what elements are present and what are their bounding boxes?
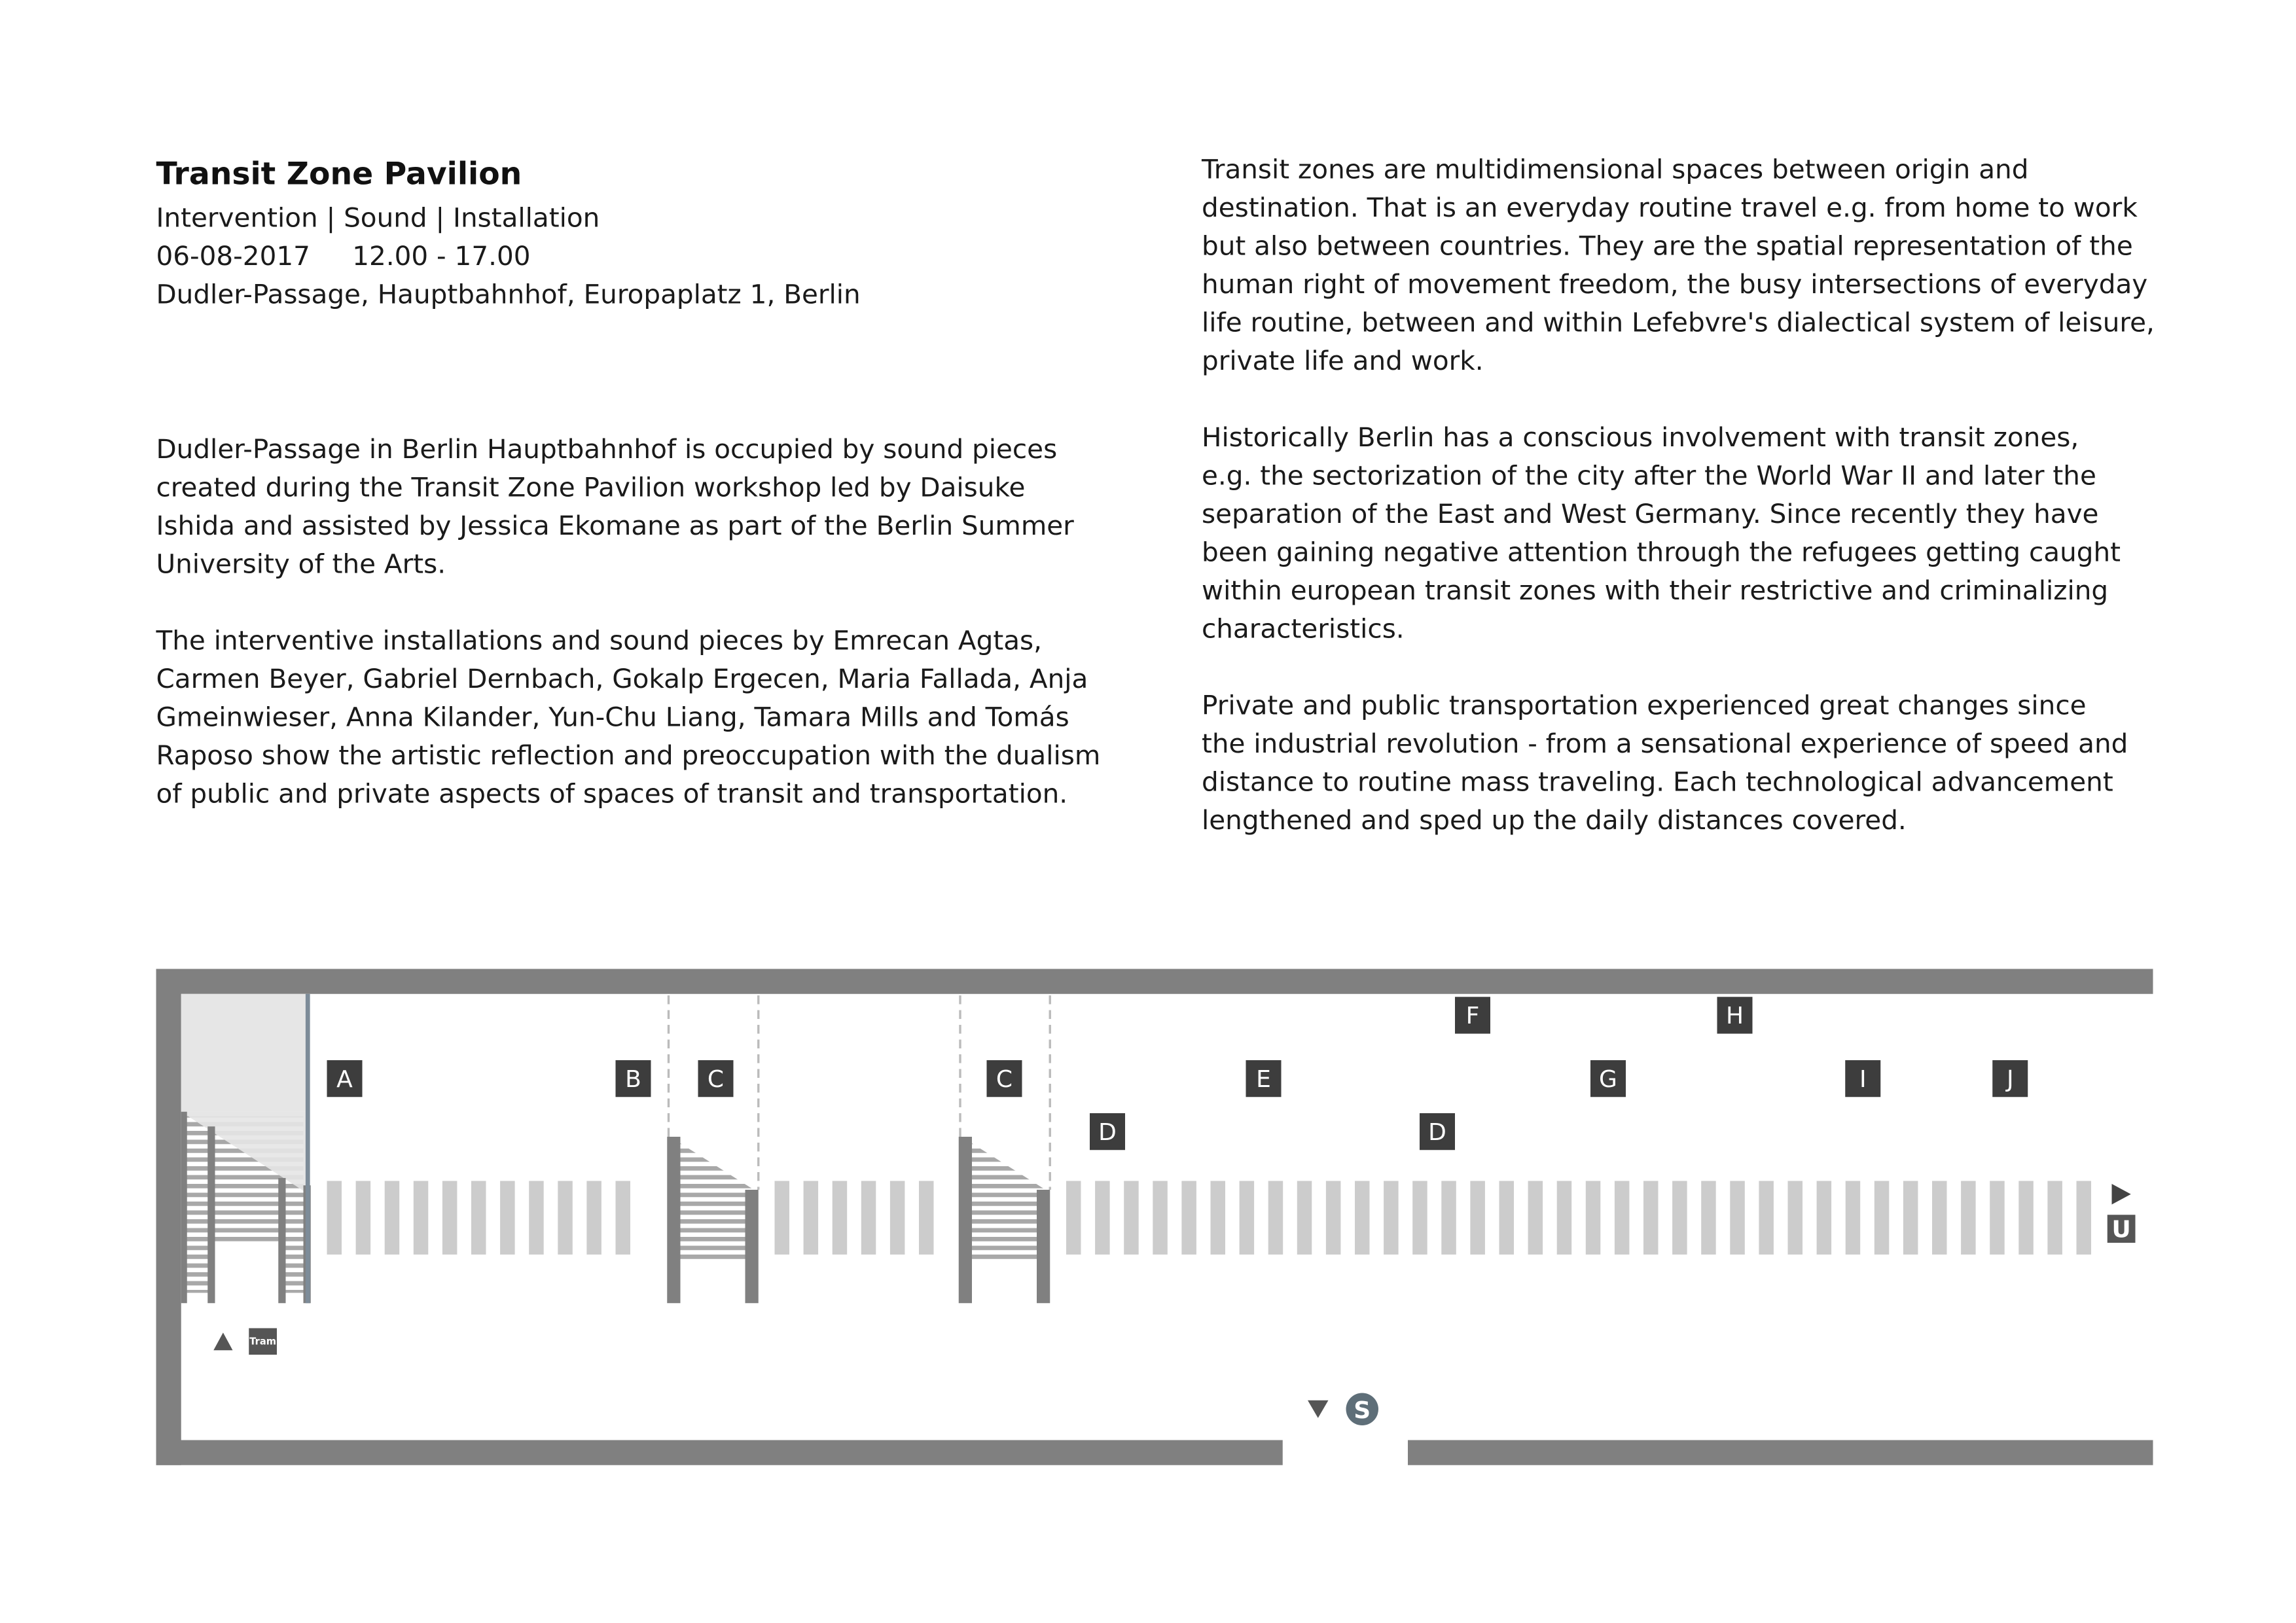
crosswalk-stripe	[1066, 1181, 1081, 1255]
svg-text:I: I	[1859, 1065, 1867, 1093]
crosswalk-stripe	[1240, 1181, 1255, 1255]
crosswalk-stripe	[1326, 1181, 1341, 1255]
crosswalk-stripe	[1557, 1181, 1572, 1255]
crosswalk-stripe	[1990, 1181, 2005, 1255]
svg-text:A: A	[336, 1065, 353, 1093]
wall-top	[156, 969, 2153, 994]
svg-text:D: D	[1428, 1118, 1446, 1146]
crosswalk-stripe	[1846, 1181, 1861, 1255]
stair-2-rail-right	[1037, 1190, 1050, 1303]
svg-text:C: C	[996, 1065, 1013, 1093]
crosswalk-stripe	[1412, 1181, 1427, 1255]
crosswalk-stripe	[558, 1181, 573, 1255]
crosswalk-stripe	[919, 1181, 934, 1255]
crosswalk-stripe	[2047, 1181, 2062, 1255]
transit-zones-paragraph: Transit zones are multidimensional spaces between origin and destination. That is an everyday routine travel e.g. from home to work but also between countries. They are the spatial representation of the human right of movement freedom, the busy intersections of everyday life routine, between and within Lefebvre's dialectical system of leisure, private life and work.	[1202, 154, 2155, 377]
sbahn-down-arrow-icon	[1308, 1400, 1329, 1418]
crosswalk-stripe	[2077, 1181, 2092, 1255]
intro-paragraph: Dudler-Passage in Berlin Hauptbahnhof is occupied by sound pieces created during the Transit Zone Pavilion workshop led by Daisuke Ishida and assisted by Jessica Ekomane as part of the Berlin Summer University of the Arts.	[156, 434, 1074, 580]
svg-text:B: B	[625, 1065, 641, 1093]
crosswalk-stripe	[442, 1181, 457, 1255]
event-subtitle: Intervention | Sound | Installation	[156, 203, 600, 234]
marker-a[interactable]	[327, 1060, 363, 1097]
marker-c-1[interactable]	[698, 1060, 734, 1097]
crosswalk-stripe	[1903, 1181, 1918, 1255]
crosswalk-stripe	[1153, 1181, 1168, 1255]
marker-d-1[interactable]	[1090, 1113, 1125, 1150]
crosswalk-stripe	[2018, 1181, 2034, 1255]
entrance-rail-1	[181, 1112, 187, 1304]
event-time: 12.00 - 17.00	[352, 241, 531, 273]
marker-b[interactable]	[616, 1060, 651, 1097]
crosswalk-stripe	[1788, 1181, 1803, 1255]
crosswalk-stripe	[471, 1181, 486, 1255]
crosswalk-stripe	[1211, 1181, 1226, 1255]
crosswalk-stripe	[1528, 1181, 1543, 1255]
marker-c-2[interactable]	[987, 1060, 1022, 1097]
stair-2-rail-left	[959, 1137, 972, 1303]
entrance-gap	[215, 1241, 280, 1300]
crosswalk-stripe	[1499, 1181, 1515, 1255]
crosswalk-stripe	[1615, 1181, 1630, 1255]
crosswalk-stripe	[1701, 1181, 1716, 1255]
crosswalk-stripe	[861, 1181, 876, 1255]
stair-1-rail-left	[667, 1137, 680, 1303]
event-location: Dudler-Passage, Hauptbahnhof, Europaplatz 1, Berlin	[156, 279, 861, 311]
crosswalk-stripe	[385, 1181, 400, 1255]
marker-f[interactable]	[1455, 997, 1490, 1033]
svg-text:C: C	[707, 1065, 725, 1093]
svg-text:G: G	[1599, 1065, 1617, 1093]
crosswalk-stripe	[890, 1181, 905, 1255]
crosswalk-stripe	[1124, 1181, 1139, 1255]
marker-g[interactable]	[1590, 1060, 1626, 1097]
crosswalk-stripe	[1817, 1181, 1832, 1255]
crosswalk-stripe	[1355, 1181, 1370, 1255]
crosswalk-stripe	[414, 1181, 429, 1255]
crosswalk-stripe	[1441, 1181, 1456, 1255]
crosswalk-stripe	[616, 1181, 631, 1255]
sbahn-label: S	[1354, 1397, 1371, 1424]
crosswalk-stripe	[1874, 1181, 1890, 1255]
crosswalk-stripe	[804, 1181, 819, 1255]
stair-1-rail-right	[745, 1190, 759, 1303]
crosswalk-stripe	[1095, 1181, 1110, 1255]
artists-paragraph: The interventive installations and sound pieces by Emrecan Agtas, Carmen Beyer, Gabriel Dernbach, Gokalp Ergecen, Maria Fallada, Anja Gmeinwieser, Anna Kilander, Yun-Chu Liang, Tamara Mills and Tomás Raposo show the artistic reflection and preoccupation with the dualism of public and private aspects of spaces of transit and transportation.	[156, 626, 1101, 810]
marker-j[interactable]	[1992, 1060, 2028, 1097]
svg-text:F: F	[1465, 1003, 1480, 1030]
entrance-rail-3	[278, 1178, 285, 1303]
crosswalk-stripe	[500, 1181, 515, 1255]
ubahn-label: U	[2111, 1216, 2131, 1243]
crosswalk-stripe	[327, 1181, 342, 1255]
crosswalk-stripe	[1932, 1181, 1947, 1255]
svg-text:H: H	[1725, 1003, 1744, 1030]
crosswalk-stripe	[775, 1181, 790, 1255]
svg-text:D: D	[1098, 1118, 1117, 1146]
crosswalk-stripe	[1961, 1181, 1976, 1255]
entrance-rail-2	[207, 1126, 215, 1303]
tram-label: Tram	[249, 1336, 276, 1347]
marker-e[interactable]	[1246, 1060, 1282, 1097]
crosswalk	[327, 1181, 2092, 1255]
crosswalk-stripe	[356, 1181, 371, 1255]
page-title: Transit Zone Pavilion	[156, 156, 522, 192]
crosswalk-stripe	[1384, 1181, 1399, 1255]
stair-1-steps	[670, 1137, 754, 1262]
crosswalk-stripe	[1759, 1181, 1774, 1255]
crosswalk-stripe	[1730, 1181, 1745, 1255]
event-date: 06-08-2017	[156, 241, 310, 273]
wall-bottom-left	[156, 1440, 1283, 1465]
crosswalk-stripe	[1297, 1181, 1312, 1255]
crosswalk-stripe	[1672, 1181, 1687, 1255]
wall-left	[156, 969, 181, 1465]
wall-bottom-right	[1408, 1440, 2153, 1465]
svg-text:J: J	[2006, 1065, 2014, 1093]
entrance-area	[181, 994, 306, 1112]
ubahn-right-arrow-icon	[2112, 1184, 2131, 1205]
transportation-paragraph: Private and public transportation experienced great changes since the industrial revolution - from a sensational experience of speed and distance to routine mass traveling. Each technological advancement lengthened and sped up the daily distances covered.	[1202, 690, 2128, 836]
tram-up-arrow-icon	[213, 1332, 232, 1350]
stair-2-steps	[961, 1137, 1045, 1262]
crosswalk-stripe	[1643, 1181, 1659, 1255]
crosswalk-stripe	[586, 1181, 601, 1255]
marker-i[interactable]	[1845, 1060, 1880, 1097]
crosswalk-stripe	[1470, 1181, 1485, 1255]
crosswalk-stripe	[1586, 1181, 1601, 1255]
crosswalk-stripe	[1181, 1181, 1196, 1255]
crosswalk-stripe	[529, 1181, 544, 1255]
marker-h[interactable]	[1717, 997, 1753, 1033]
marker-d-2[interactable]	[1420, 1113, 1455, 1150]
history-paragraph: Historically Berlin has a conscious involvement with transit zones, e.g. the sectorization of the city after the World War II and later the separation of the East and West Germany. Since recently they have been gaining negative attention through the refugees getting caught within european transit zones with their restrictive and criminalizing characteristics.	[1202, 422, 2121, 645]
crosswalk-stripe	[833, 1181, 848, 1255]
crosswalk-stripe	[1268, 1181, 1283, 1255]
svg-text:E: E	[1256, 1065, 1271, 1093]
